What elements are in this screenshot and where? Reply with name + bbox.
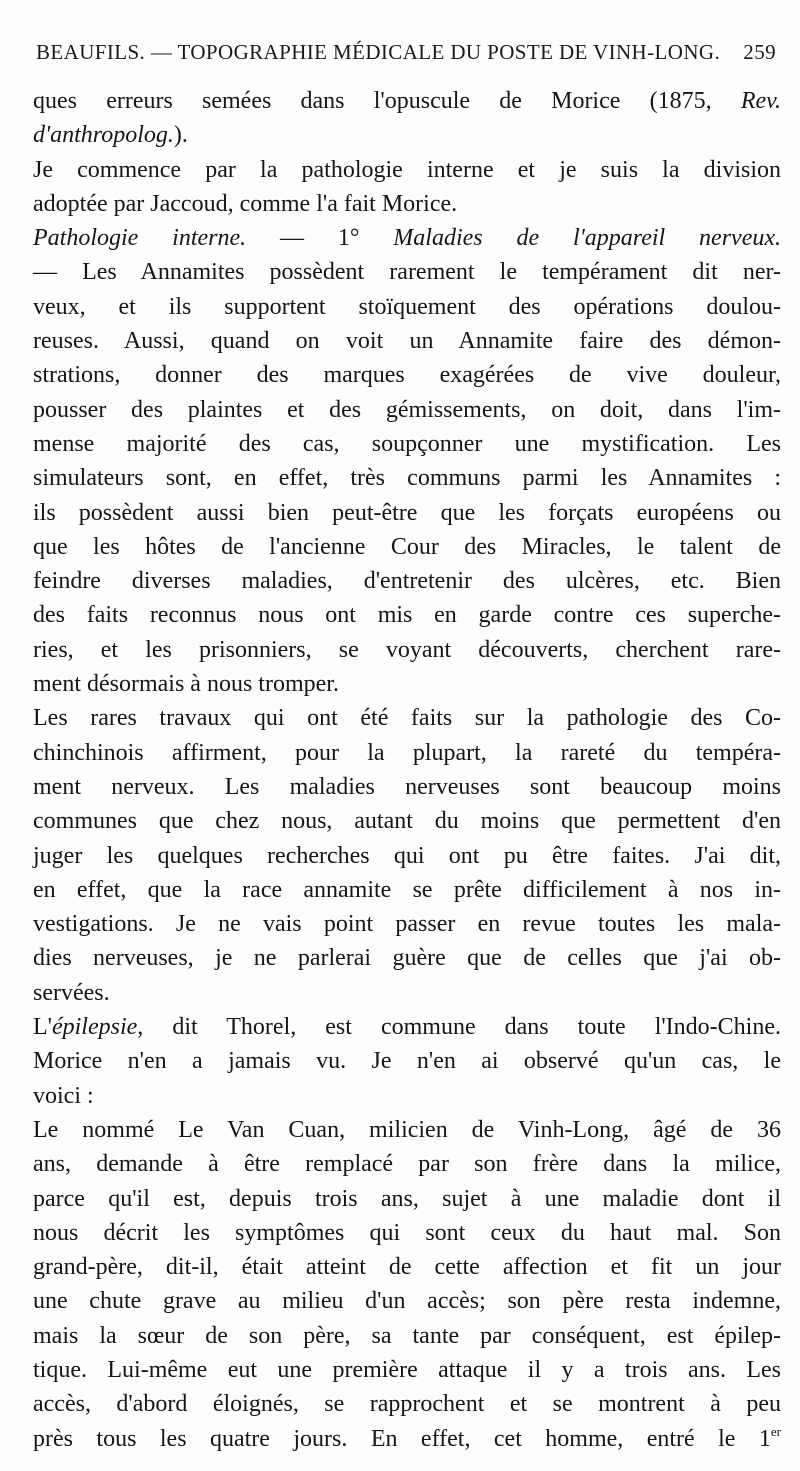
text-span: Morice n'en a jamais vu. Je n'en ai observé qu'un cas, le [33, 1048, 781, 1075]
paragraph-line [33, 1216, 781, 1250]
paragraph-line [33, 118, 781, 152]
paragraph-line [33, 324, 781, 358]
text-span: — Les Annamites possèdent rarement le tempérament dit ner- [33, 259, 781, 286]
paragraph-line [33, 530, 781, 564]
text-span: servées. [33, 979, 110, 1006]
text-span: communes que chez nous, autant du moins que permettent d'en [33, 808, 781, 835]
text-span: accès, d'abord éloignés, se rapprochent et se montrent à peu [33, 1391, 781, 1418]
running-header [36, 40, 776, 65]
italic-title: d'anthropolog. [33, 122, 174, 149]
text-span: ries, et les prisonniers, se voyant découverts, cherchent rare- [33, 636, 781, 663]
text-span: juger les quelques recherches qui ont pu être faites. J'ai dit, [33, 842, 781, 869]
paragraph-line [33, 1147, 781, 1181]
text-span: L' [33, 1014, 52, 1041]
text-span: nous décrit les symptômes qui sont ceux du haut mal. Son [33, 1219, 781, 1246]
paragraph-line [33, 839, 781, 873]
paragraph-line [33, 633, 781, 667]
paragraph-line [33, 770, 781, 804]
text-span: ils possèdent aussi bien peut-être que les forçats européens ou [33, 499, 781, 526]
text-span: grand-père, dit-il, était atteint de cette affection et fit un jour [33, 1254, 781, 1281]
text-span: , dit Thorel, est commune dans toute l'Indo-Chine. [137, 1014, 781, 1041]
paragraph-line [33, 941, 781, 975]
paragraph-line [33, 564, 781, 598]
text-span: Les rares travaux qui ont été faits sur la pathologie des Co- [33, 705, 781, 732]
subsection-heading: Maladies de l'appareil nerveux. [393, 225, 781, 252]
text-span: vestigations. Je ne vais point passer en revue toutes les mala- [33, 911, 781, 938]
text-span: ans, demande à être remplacé par son frère dans la milice, [33, 1151, 781, 1178]
text-span: simulateurs sont, en effet, très communs parmi les Annamites : [33, 465, 781, 492]
paragraph-line [33, 358, 781, 392]
paragraph-line [33, 393, 781, 427]
paragraph-line [33, 1079, 781, 1113]
text-span: Le nommé Le Van Cuan, milicien de Vinh-Long, âgé de 36 [33, 1116, 781, 1143]
paragraph-line [33, 701, 781, 735]
paragraph-line [33, 496, 781, 530]
text-span: parce qu'il est, depuis trois ans, sujet à une maladie dont il [33, 1185, 781, 1212]
paragraph-line [33, 907, 781, 941]
text-span: ). [173, 122, 188, 149]
paragraph-line [33, 84, 781, 118]
section-heading: Pathologie interne. [33, 225, 247, 252]
text-span: veux, et ils supportent stoïquement des opérations doulou- [33, 293, 781, 320]
text-span: mais la sœur de son père, sa tante par conséquent, est épilep- [33, 1322, 781, 1349]
text-span: pousser des plaintes et des gémissements, on doit, dans l'im- [33, 396, 781, 423]
text-span: — 1° [246, 225, 394, 252]
paragraph-line [33, 1113, 781, 1147]
paragraph-line [33, 804, 781, 838]
paragraph-line [33, 667, 781, 701]
paragraph-line [33, 153, 781, 187]
paragraph-line [33, 976, 781, 1010]
text-span: des faits reconnus nous ont mis en garde contre ces superche- [33, 602, 781, 629]
text-span: en effet, que la race annamite se prête difficilement à nos in- [33, 876, 781, 903]
text-span: mense majorité des cas, soupçonner une mystification. Les [33, 430, 781, 457]
paragraph-line [33, 1284, 781, 1318]
paragraph-line [33, 1250, 781, 1284]
body-text [33, 84, 781, 1456]
text-span: que les hôtes de l'ancienne Cour des Miracles, le talent de [33, 533, 781, 560]
text-span: Je commence par la pathologie interne et je suis la division [33, 156, 781, 183]
paragraph-line [33, 1319, 781, 1353]
emphasized-term: épilepsie [51, 1014, 138, 1041]
text-span: ment désormais à nous tromper. [33, 671, 339, 698]
italic-title: Rev. [740, 88, 781, 114]
paragraph-line [33, 461, 781, 495]
paragraph-line [33, 873, 781, 907]
text-span: ques erreurs semées dans l'opuscule de Morice (1875, [33, 88, 741, 114]
paragraph-line [33, 1422, 781, 1456]
text-span: chinchinois affirment, pour la plupart, la rareté du tempéra- [33, 739, 781, 766]
running-title: BEAUFILS. — TOPOGRAPHIE MÉDICALE DU POSTE DE VINH-LONG. [36, 40, 721, 64]
paragraph-line [33, 1353, 781, 1387]
paragraph-line [33, 187, 781, 221]
paragraph-line [33, 1387, 781, 1421]
text-span: dies nerveuses, je ne parlerai guère que de celles que j'ai ob- [33, 945, 781, 972]
text-span: feindre diverses maladies, d'entretenir des ulcères, etc. Bien [33, 568, 781, 595]
paragraph-line [33, 736, 781, 770]
text-span: adoptée par Jaccoud, comme l'a fait Morice. [33, 190, 458, 217]
text-span: reuses. Aussi, quand on voit un Annamite faire des démon- [33, 328, 781, 355]
paragraph-line [33, 290, 781, 324]
text-span: ment nerveux. Les maladies nerveuses sont beaucoup moins [33, 773, 781, 800]
paragraph-line [33, 1010, 781, 1044]
superscript: er [770, 1423, 781, 1439]
paragraph-line [33, 255, 781, 289]
paragraph-line [33, 598, 781, 632]
paragraph-line [33, 1044, 781, 1078]
paragraph-line [33, 221, 781, 255]
page-number: 259 [743, 40, 776, 64]
paragraph-line [33, 1182, 781, 1216]
paragraph-line [33, 427, 781, 461]
text-span: près tous les quatre jours. En effet, cet homme, entré le 1 [33, 1425, 771, 1452]
text-span: tique. Lui-même eut une première attaque il y a trois ans. Les [33, 1356, 781, 1383]
text-span: voici : [33, 1082, 94, 1109]
text-span: strations, donner des marques exagérées de vive douleur, [33, 362, 781, 389]
text-span: une chute grave au milieu d'un accès; son père resta indemne, [33, 1288, 781, 1315]
